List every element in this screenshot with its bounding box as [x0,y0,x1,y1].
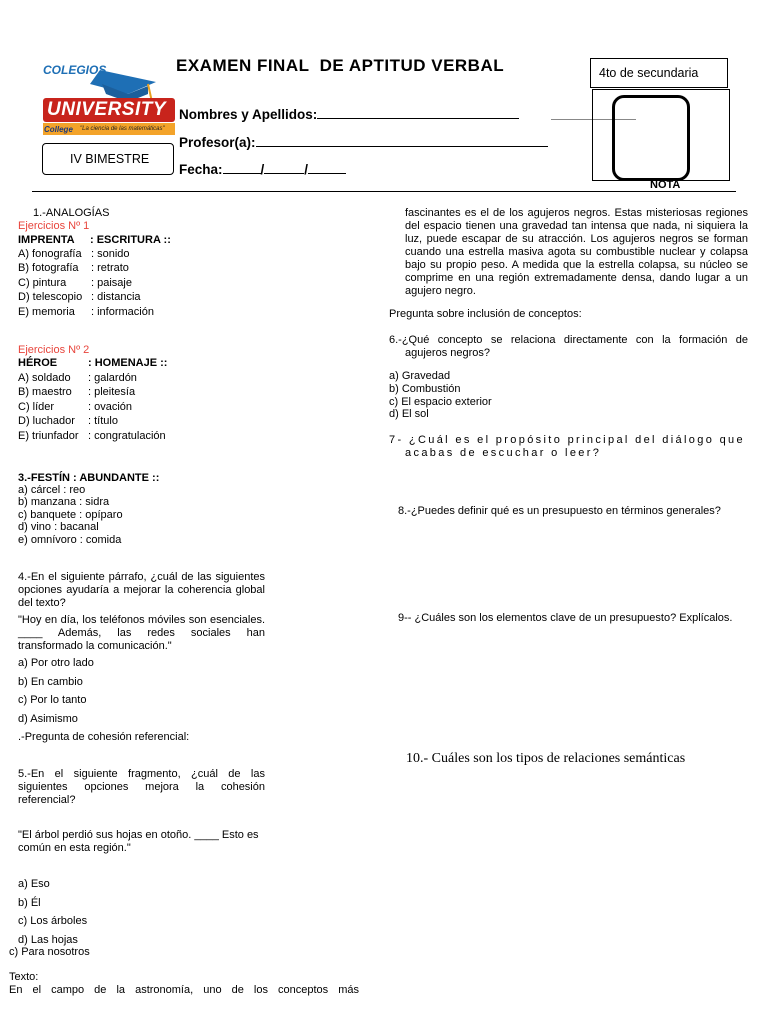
grade-level-box [590,58,728,88]
date-separator: / [304,162,309,177]
question-5-quote: "El árbol perdió sus hojas en otoño. ____ Esto es común en esta región." [18,829,259,854]
inclusion-heading: Pregunta sobre inclusión de conceptos: [389,308,582,320]
exercise-1-options [18,248,154,320]
option-row[interactable]: a) Gravedad [389,370,451,382]
question-7-text [389,434,749,460]
option-row[interactable]: b) En cambio [18,675,83,688]
text-first-line [9,984,359,997]
option-row[interactable] [18,262,154,276]
question-10-text: 10.- Cuáles son los tipos de relaciones semánticas [406,751,686,766]
option-row[interactable]: b) Él [18,896,41,909]
exercise-2-options [18,372,166,444]
logo-main-text: UNIVERSITY [47,99,167,120]
option-term: : pleitesía [88,386,136,399]
logo-top-text: COLEGIOS [43,63,107,77]
option-term: B) fotografía [18,262,79,275]
option-row[interactable] [18,306,154,320]
option-row[interactable] [18,415,166,429]
question-8-text: 8.-¿Puedes definir qué es un presupuesto en términos generales? [398,505,721,517]
option-row[interactable] [18,430,166,444]
option-row[interactable]: d) Asimismo [18,712,78,725]
question-1-title: 1.-ANALOGÍAS [33,207,110,219]
option-term: : título [88,415,118,428]
option-term: : información [91,305,154,318]
option-row[interactable] [18,372,166,386]
passage-text: fascinantes es el de los agujeros negros. Estas misteriosas regiones del espacio tienen una gravedad tan intensa que nada, ni siquiera la luz, puede escapar de su atracción. Los agujeros negros se forman cuando una estrella masiva agota su combustible nuclear y colapsa bajo su propio peso. A medida que la estrella colapsa, su núcleo se comprime en una región extremadamente densa, dando lugar a un agujero negro. [405,207,748,297]
option-row[interactable]: a) Por otro lado [18,657,94,669]
option-row[interactable]: d) El sol [389,408,429,421]
text-line-content: En el campo de la astronomía, uno de los conceptos más [9,984,359,996]
date-month-line[interactable] [264,161,304,174]
name-line[interactable] [317,106,519,119]
option-row[interactable]: b) Combustión [389,382,461,395]
option-row[interactable]: a) cárcel : reo [18,484,86,496]
logo-sub-text: College [44,125,73,134]
option-term: : retrato [91,262,129,275]
option-term: : galardón [88,372,137,384]
option-term: : distancia [91,291,141,304]
question-3-title: 3.-FESTÍN : ABUNDANTE :: [18,472,160,484]
question-4-text: 4.-En el siguiente párrafo, ¿cuál de las siguientes opciones ayudaría a mejorar la coherencia global del texto? [18,571,265,609]
premise-term: IMPRENTA [18,234,75,246]
option-row[interactable]: d) Las hojas [18,933,78,946]
option-term: B) maestro [18,386,72,399]
option-row[interactable]: e) omnívoro : comida [18,533,122,546]
option-term: D) telescopio [18,291,83,304]
option-row[interactable] [18,386,166,400]
option-row[interactable] [18,401,166,415]
teacher-line[interactable] [256,134,548,147]
teacher-label: Profesor(a): [179,135,256,150]
exercise-2-premise [18,357,167,370]
premise-term: HÉROE [18,357,58,369]
question-7-content: 7- ¿Cuál es el propósito principal del diálogo que acabas de escuchar o leer? [389,434,745,459]
logo-motto-text: "La ciencia de las matemáticas" [80,126,165,132]
option-term: D) luchador [18,415,75,428]
name-label: Nombres y Apellidos: [179,107,318,122]
teacher-field[interactable] [179,134,548,150]
date-field[interactable] [179,161,346,177]
term-label: IV BIMESTRE [70,152,150,166]
option-row[interactable] [18,248,154,262]
option-term: E) memoria [18,305,75,318]
question-5-extra-option[interactable]: c) Para nosotros [9,946,90,958]
date-day-line[interactable] [223,161,261,174]
option-row[interactable]: a) Eso [18,878,50,890]
option-term: : ovación [88,400,133,413]
exercise-1-label: Ejercicios Nº 1 [18,220,90,232]
option-term: A) fonografía [18,248,82,260]
exam-title: EXAMEN FINAL DE APTITUD VERBAL [176,56,505,75]
question-6-content: 6.-¿Qué concepto se relaciona directamente con la formación de agujeros negros? [389,334,748,359]
date-year-line[interactable] [308,161,346,174]
grade-box-label: NOTA [650,179,681,191]
option-term: C) pintura [18,276,67,289]
option-row[interactable] [18,277,154,291]
term-box [42,143,174,175]
date-separator: / [260,162,265,177]
school-logo [40,60,176,142]
option-term: : sonido [91,248,130,260]
option-term: : paisaje [91,276,132,289]
question-9-text: 9-- ¿Cuáles son los elementos clave de un presupuesto? Explícalos. [398,612,733,624]
option-term: E) triunfador [18,429,79,442]
question-4-quote: "Hoy en día, los teléfonos móviles son esenciales. ____ Además, las redes sociales han transformado la comunicación." [18,614,265,652]
premise-term: : ESCRITURA :: [90,234,171,246]
question-5-options [18,878,87,952]
date-label: Fecha: [179,162,223,177]
option-row[interactable]: d) vino : bacanal [18,521,99,534]
option-term: A) soldado [18,372,71,384]
question-6-text [389,334,748,360]
cohesion-heading: .-Pregunta de cohesión referencial: [18,731,190,743]
grade-box[interactable] [612,95,690,181]
option-row[interactable]: c) El espacio exterior [389,395,492,408]
exercise-1-premise [18,234,171,247]
header-divider [32,191,736,192]
grade-level-label: 4to de secundaria [599,66,699,80]
question-5-text: 5.-En el siguiente fragmento, ¿cuál de las siguientes opciones mejora la cohesión referencial? [18,768,265,806]
option-row[interactable] [18,291,154,305]
question-4-options [18,657,94,731]
option-term: C) líder [18,400,55,413]
option-row[interactable]: c) Los árboles [18,915,88,927]
question-6-options [389,370,492,421]
option-row[interactable]: c) banquete : opíparo [18,508,123,521]
option-row[interactable]: b) manzana : sidra [18,496,110,509]
premise-term: : HOMENAJE :: [88,357,168,369]
name-field[interactable] [179,106,519,122]
option-row[interactable]: c) Por lo tanto [18,694,87,707]
question-3-options [18,484,123,546]
text-label: Texto: [9,971,39,983]
option-term: : congratulación [88,429,166,442]
exercise-2-label: Ejercicios Nº 2 [18,344,90,356]
